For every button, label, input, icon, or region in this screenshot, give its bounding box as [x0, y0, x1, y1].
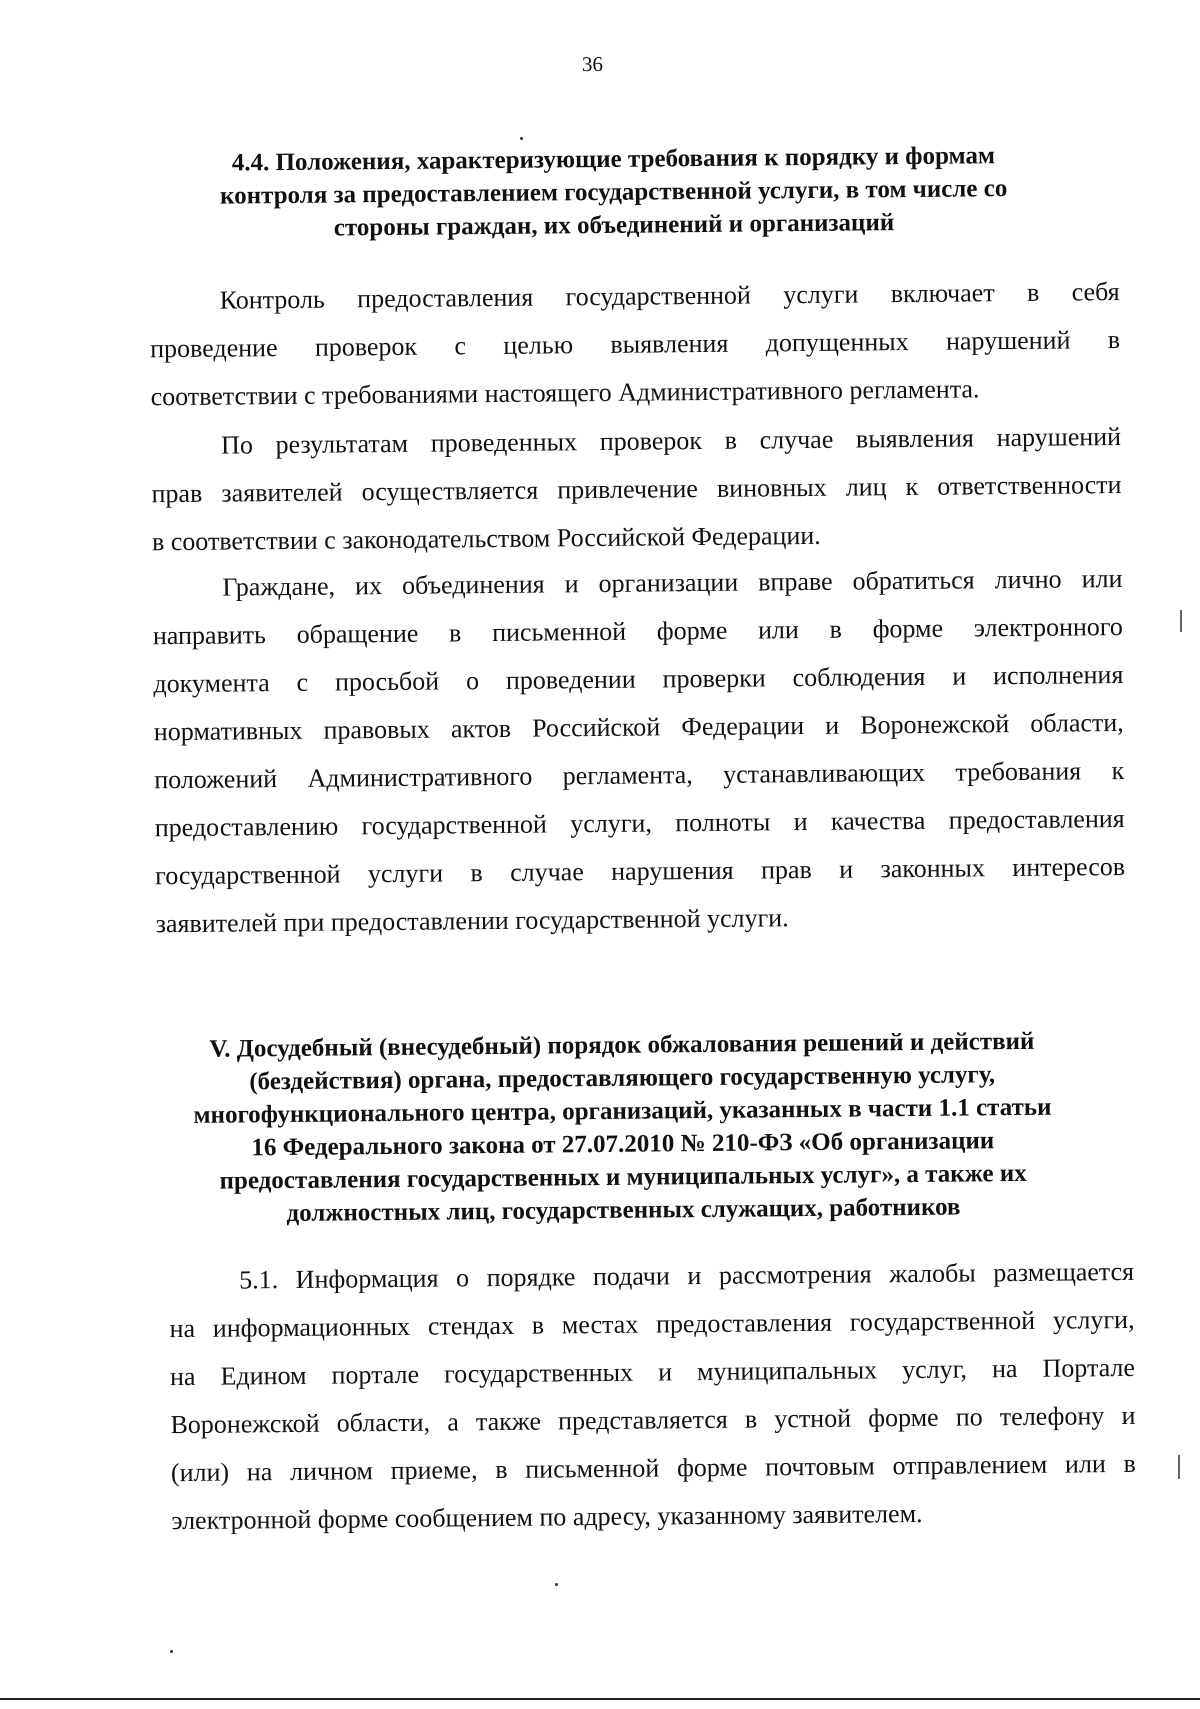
- paragraph-line: [171, 1440, 1136, 1497]
- word: также: [475, 1406, 542, 1437]
- word: местах: [561, 1309, 639, 1340]
- word: ответственности: [937, 469, 1122, 501]
- word: и: [657, 1357, 673, 1387]
- word: случае: [509, 857, 584, 887]
- word: в: [724, 425, 738, 455]
- word: рассмотрения: [718, 1259, 872, 1290]
- word: обращение: [296, 618, 419, 649]
- word: случае: [759, 424, 834, 455]
- word: и: [687, 1261, 702, 1291]
- scan-speck: [170, 1650, 173, 1653]
- word: допущенных: [765, 327, 909, 358]
- word: проверки: [662, 663, 766, 694]
- section-5-1-paragraph: [169, 1248, 1137, 1545]
- word: правовых: [323, 714, 430, 745]
- word: требования: [955, 756, 1082, 787]
- word: Административного: [307, 761, 533, 793]
- word: государственной: [849, 1305, 1036, 1337]
- word: качества: [830, 805, 926, 836]
- word: услуги,: [570, 808, 653, 839]
- word: проведении: [505, 664, 636, 695]
- word: услуги: [367, 858, 444, 889]
- heading-line: V. Досудебный (внесудебный) порядок обжалования решений и действий: [209, 1027, 1035, 1063]
- word: документа: [153, 668, 270, 699]
- word: или: [1064, 1449, 1106, 1479]
- word: направить: [152, 620, 267, 651]
- word: себя: [1071, 276, 1120, 307]
- word: нарушения: [611, 855, 734, 886]
- word: просьбой: [334, 666, 440, 697]
- word: и: [793, 807, 808, 837]
- paragraph-line: в соответствии с законодательством Российской Федерации.: [151, 520, 821, 557]
- word: лиц: [845, 472, 887, 502]
- word: Российской: [531, 712, 661, 743]
- word: обратиться: [852, 565, 975, 596]
- word: виновных: [716, 472, 827, 503]
- word: проведение: [150, 333, 278, 364]
- word: государственной: [361, 809, 548, 841]
- word: форме: [676, 1452, 748, 1483]
- word: Воронежской: [860, 709, 1010, 740]
- section-4-4-paragraph-1: [149, 268, 1120, 421]
- page-number: 36: [581, 51, 604, 77]
- paragraph-line: [155, 843, 1125, 900]
- word: выявления: [855, 423, 975, 454]
- word: в: [495, 1454, 508, 1485]
- word: письменной: [491, 616, 627, 648]
- word: законных: [880, 853, 986, 884]
- heading-line: должностных лиц, государственных служащих, работников: [286, 1193, 961, 1228]
- word: Федерации: [681, 711, 805, 742]
- word: почтовым: [765, 1451, 875, 1482]
- word: в: [531, 1310, 545, 1340]
- word: с: [296, 667, 309, 697]
- word: а: [447, 1407, 459, 1437]
- word: к: [905, 471, 919, 502]
- word: Воронежской: [170, 1408, 320, 1440]
- word: привлечение: [557, 474, 699, 505]
- word: на: [169, 1313, 196, 1344]
- word: портале: [331, 1359, 420, 1390]
- word: Информация: [295, 1263, 439, 1294]
- word: размещается: [993, 1256, 1135, 1288]
- word: или: [1081, 563, 1123, 594]
- word: подачи: [592, 1261, 670, 1292]
- word: и: [839, 854, 854, 884]
- word: Портале: [1042, 1352, 1136, 1383]
- word: к: [1111, 755, 1125, 786]
- word: и: [825, 710, 840, 740]
- word: стендах: [427, 1310, 515, 1341]
- scan-edge-mark: [1180, 610, 1182, 632]
- word: услуг,: [902, 1354, 968, 1385]
- section-4-4-heading: [153, 138, 1074, 246]
- word: Контроль: [219, 284, 325, 315]
- word: электронного: [973, 611, 1123, 643]
- word: на: [246, 1457, 273, 1487]
- word: организации: [598, 567, 739, 599]
- word: Едином: [220, 1360, 307, 1391]
- word: Граждане,: [222, 571, 336, 602]
- section-4-4-paragraph-2: [151, 413, 1122, 566]
- word: предоставления: [655, 1307, 833, 1339]
- scan-edge-mark: [1178, 1455, 1180, 1479]
- paragraph-line: электронной форме сообщением по адресу, указанному заявителем.: [171, 1498, 923, 1536]
- word: приеме,: [390, 1455, 478, 1486]
- word: лично: [994, 564, 1062, 595]
- word: положений: [154, 764, 278, 795]
- word: информационных: [212, 1311, 411, 1343]
- section-4-4-paragraph-3: [152, 555, 1126, 948]
- heading-line: 4.4. Положения, характеризующие требования к порядку и формам: [231, 142, 996, 177]
- word: целью: [503, 330, 574, 360]
- word: форме: [868, 1402, 939, 1433]
- word: области,: [1030, 707, 1124, 738]
- scan-speck: [555, 1583, 558, 1586]
- paragraph-line: [153, 603, 1123, 660]
- word: заявителей: [221, 477, 343, 508]
- word: в: [1107, 324, 1121, 355]
- word: нормативных: [153, 715, 303, 747]
- word: По: [220, 430, 254, 460]
- word: форме: [872, 613, 944, 644]
- heading-line: стороны граждан, их объединений и организаций: [333, 209, 895, 242]
- heading-line: (бездействия) органа, предоставляющего государственную услугу,: [249, 1061, 996, 1096]
- word: по: [955, 1402, 983, 1432]
- word: форме: [656, 615, 728, 646]
- word: осуществляется: [361, 475, 539, 507]
- word: о: [465, 666, 480, 696]
- word: предоставления: [357, 282, 534, 314]
- word: устной: [774, 1403, 852, 1434]
- word: включает: [890, 278, 995, 309]
- word: исполнения: [992, 659, 1124, 691]
- word: проверок: [314, 331, 418, 362]
- word: телефону: [999, 1401, 1105, 1432]
- word: государственной: [565, 280, 752, 312]
- word: в: [1026, 277, 1040, 307]
- word: регламента,: [562, 760, 693, 791]
- word: актов: [450, 713, 512, 744]
- paragraph-line: [151, 461, 1121, 518]
- word: 5.1.: [238, 1265, 279, 1295]
- heading-line: предоставления государственных и муниципальных услуг», а также их: [219, 1159, 1027, 1195]
- paragraph-line: соответствии с требованиями настоящего Административного регламента.: [150, 374, 980, 412]
- scan-bottom-edge: [0, 1698, 1200, 1700]
- word: предоставления: [948, 803, 1125, 835]
- word: личном: [289, 1456, 374, 1487]
- word: объединения: [401, 569, 545, 600]
- paragraph-line: [169, 1296, 1134, 1353]
- word: с: [454, 331, 467, 361]
- heading-line: контроля за предоставлением государственной услуги, в том числе со: [219, 175, 1008, 210]
- word: в: [829, 614, 843, 644]
- word: в: [1123, 1448, 1136, 1479]
- word: нарушений: [945, 325, 1071, 356]
- word: письменной: [525, 1453, 660, 1484]
- word: отправлением: [892, 1449, 1048, 1481]
- word: муниципальных: [696, 1355, 878, 1387]
- paragraph-line: заявителей при предоставлении государственной услуги.: [155, 903, 789, 939]
- word: и: [564, 569, 579, 599]
- word: и: [952, 661, 967, 691]
- word: их: [354, 571, 383, 601]
- word: государственной: [155, 859, 341, 891]
- word: предоставлению: [154, 811, 339, 843]
- word: полноты: [675, 807, 771, 838]
- word: выявления: [610, 328, 729, 359]
- word: вправе: [758, 566, 833, 597]
- heading-line: 16 Федерального закона от 27.07.2010 № 210-ФЗ «Об организации: [251, 1127, 995, 1162]
- word: на: [991, 1354, 1018, 1384]
- word: устанавливающих: [723, 757, 926, 789]
- word: интересов: [1012, 851, 1126, 883]
- word: прав: [760, 854, 812, 885]
- word: соблюдения: [792, 661, 926, 693]
- word: прав: [151, 478, 203, 509]
- word: услуги: [783, 279, 859, 310]
- word: услуги,: [1052, 1304, 1135, 1335]
- word: на: [169, 1361, 196, 1392]
- word: проверок: [599, 426, 703, 456]
- word: о: [455, 1263, 470, 1293]
- word: представляется: [557, 1404, 728, 1436]
- word: порядке: [486, 1262, 576, 1293]
- word: и: [1121, 1400, 1136, 1431]
- word: или: [757, 615, 799, 645]
- word: области,: [336, 1407, 431, 1438]
- scan-speck: [520, 137, 523, 140]
- word: в: [470, 858, 483, 888]
- word: в: [744, 1404, 758, 1434]
- section-5-heading: [152, 1024, 1094, 1231]
- word: в: [448, 618, 462, 648]
- word: нарушений: [996, 421, 1122, 453]
- word: результатам: [275, 428, 409, 460]
- word: проведенных: [430, 427, 578, 458]
- word: (или): [170, 1457, 230, 1488]
- word: государственных: [444, 1357, 634, 1389]
- word: жалобы: [889, 1258, 976, 1289]
- heading-line: многофункционального центра, организаций, указанных в части 1.1 статьи: [193, 1093, 1052, 1129]
